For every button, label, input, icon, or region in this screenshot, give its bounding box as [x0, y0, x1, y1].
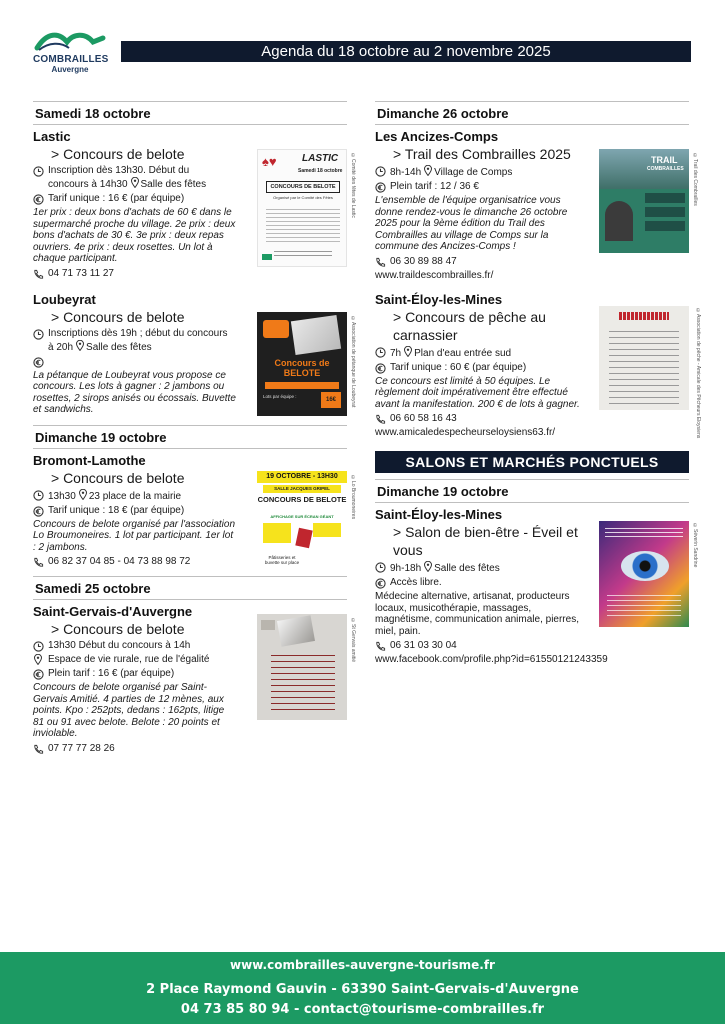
event-title: > Concours de belote: [51, 621, 185, 637]
event-title: > Trail des Combrailles 2025: [393, 146, 571, 162]
event-phone: 06 82 37 04 85 - 04 73 88 98 72: [48, 556, 191, 567]
event-location: Salle des fêtes: [86, 341, 152, 353]
event-poster: [257, 312, 347, 416]
event-time: 13h30 Début du concours à 14h: [48, 640, 191, 651]
logo: [33, 28, 107, 76]
event-description: Concours de belote organisé par Saint-Gervais Amitié. 4 parties de 12 mènes, aux points. Kpo : 252pts, dedans : 162pts, litige 81 ou 91 avec belote. Belote : 20 points et inviolable.: [33, 682, 225, 739]
event-time: Inscriptions dès 19h ; début du concours: [48, 327, 228, 339]
poster-footer: Pâtisseries et buvette sur place: [264, 554, 300, 565]
phone-icon: [375, 414, 386, 425]
poster-org: Organisé par le Comité des Fêtes: [273, 195, 333, 200]
playing-cards-icon: [295, 527, 312, 548]
event-lastic: [33, 129, 356, 288]
euro-icon: [33, 194, 44, 205]
location-pin-icon: [76, 340, 84, 351]
clock-icon: [375, 562, 386, 573]
poster-title: LASTIC: [302, 153, 339, 164]
poster-info-box: [313, 523, 341, 537]
event-poster: [599, 306, 689, 410]
euro-icon: [375, 578, 386, 589]
event-time-cont: concours à 14h30: [48, 179, 128, 190]
location-pin-icon: [404, 346, 412, 357]
euro-icon: [33, 506, 44, 517]
event-title: > Salon de bien-être - Éveil et vous: [393, 524, 578, 558]
event-poster: [599, 521, 689, 627]
playing-cards-icon: [291, 314, 341, 354]
event-title: > Concours de belote: [51, 469, 185, 486]
footer: [0, 952, 725, 1024]
event-loubeyrat: [33, 291, 356, 425]
card-suits-icon: ♠♥: [262, 154, 277, 169]
event-location: Village de Comps: [434, 167, 513, 178]
event-time-cont: à 20h: [48, 341, 74, 353]
event-time: Inscription dès 13h30. Début du: [48, 165, 190, 176]
event-location: Salle des fêtes: [140, 179, 207, 190]
location-pin-icon: [424, 165, 432, 176]
event-location: Plan d'eau entrée sud: [414, 347, 512, 359]
euro-icon: [33, 357, 44, 368]
poster-distance-block: [645, 193, 685, 203]
event-place: Saint-Gervais-d'Auvergne: [33, 604, 193, 619]
event-saint-gervais: [33, 604, 356, 763]
footer-contact[interactable]: 04 73 85 80 94 - contact@tourisme-combrailles.fr: [180, 1002, 545, 1017]
event-trail: [375, 129, 698, 288]
logo-mark-icon: [33, 28, 107, 54]
event-place: Les Ancizes-Comps: [375, 129, 499, 144]
event-description: Médecine alternative, artisanat, producteurs locaux, musicothérapie, massages, magnétisme, communication animale, pierres, miel, pain.: [375, 591, 579, 637]
logo-subtitle: Auvergne: [51, 65, 89, 74]
location-pin-icon: [424, 561, 432, 572]
clock-icon: [33, 490, 44, 501]
event-poster: [257, 614, 347, 720]
event-website-link[interactable]: www.amicaledespecheurseloysiens63.fr/: [375, 427, 556, 438]
event-price: Plein tarif : 12 / 36 €: [390, 181, 479, 192]
event-place: Saint-Éloy-les-Mines: [375, 507, 503, 522]
event-place: Loubeyrat: [33, 291, 96, 307]
section-title: SALONS ET MARCHÉS PONCTUELS: [375, 451, 689, 473]
poster-price: 16€: [321, 392, 341, 408]
poster-date: Samedi 18 octobre: [298, 168, 343, 174]
clock-icon: [375, 347, 386, 358]
left-column: [33, 101, 356, 763]
poster-distance-block: [645, 207, 685, 217]
day-heading: Dimanche 19 octobre: [375, 479, 689, 503]
phone-icon: [33, 269, 44, 280]
event-description: La pétanque de Loubeyrat vous propose ce concours. Les lots à gagner : 2 jambons ou rosettes, 2 sirops anisés ou écossais. Buvette et sandwichs.: [33, 369, 236, 415]
logo-name: COMBRAILLES: [33, 54, 109, 65]
location-pin-icon: [79, 489, 87, 500]
euro-icon: [375, 182, 386, 193]
event-price: Accès libre.: [390, 577, 442, 588]
photo-credit: ©Lo Broumoneires: [350, 474, 356, 519]
event-poster: [257, 471, 347, 571]
poster-heading-lines: [619, 312, 669, 320]
poster-green-mark: [262, 254, 272, 260]
poster-orange-tag: [263, 320, 289, 338]
poster-heading-lines: [605, 525, 683, 539]
poster-text-lines: [609, 326, 679, 404]
event-location: Espace de vie rurale, rue de l'égalité: [48, 654, 210, 665]
runner-icon: [605, 201, 633, 241]
event-phone: 06 31 03 30 04: [390, 640, 457, 651]
event-time: 9h-18h: [390, 563, 422, 574]
day-heading: Dimanche 26 octobre: [375, 101, 689, 125]
event-phone: 04 71 73 11 27: [48, 267, 114, 279]
event-phone: 06 30 89 88 47: [390, 255, 457, 267]
event-location: Salle des fêtes: [434, 563, 500, 574]
photo-credit: ©Association de pêche - Amicale des Pêcheurs Eloysiens: [695, 307, 701, 438]
playing-cards-icon: [277, 615, 315, 647]
event-phone: 07 77 77 28 26: [48, 742, 115, 754]
event-description: L'ensemble de l'équipe organisatrice vous donne rendez-vous le dimanche 26 octobre 2025 pour la 9ème édition du Trail des Combrailles au village de Comps sur la commune des Ancizes-Comps !: [375, 195, 568, 252]
event-time: 13h30: [48, 490, 76, 502]
day-heading: Samedi 18 octobre: [33, 101, 347, 125]
poster-title: Concours de BELOTE: [274, 357, 330, 378]
day-heading: Samedi 25 octobre: [33, 576, 347, 600]
event-price: Tarif unique : 16 € (par équipe): [48, 193, 185, 204]
footer-address: 2 Place Raymond Gauvin - 63390 Saint-Gervais-d'Auvergne: [146, 982, 579, 997]
event-location: 23 place de la mairie: [88, 490, 182, 502]
day-heading: Dimanche 19 octobre: [33, 425, 347, 449]
poster-title: TRAIL: [651, 155, 678, 165]
event-price: Tarif unique : 18 € (par équipe): [48, 504, 185, 516]
event-title: > Concours de pêche au carnassier: [393, 308, 546, 343]
footer-website[interactable]: www.combrailles-auvergne-tourisme.fr: [230, 958, 495, 972]
poster-footer-lines: [274, 248, 332, 258]
event-peche: [375, 291, 701, 446]
photo-credit: ©Comité des fêtes de Lastic: [350, 153, 356, 218]
euro-icon: [33, 669, 44, 680]
poster-lots: Lots par équipe :: [263, 393, 297, 399]
poster-screen-note: AFFICHAGE SUR ÉCRAN GÉANT: [270, 513, 334, 519]
poster-text-lines: [607, 591, 681, 619]
photo-credit: ©St Gervais amitié: [350, 618, 356, 663]
event-price: Plein tarif : 16 € (par équipe): [48, 668, 175, 679]
event-price: Tarif unique : 60 € (par équipe): [390, 361, 527, 373]
event-place: Saint-Éloy-les-Mines: [375, 291, 503, 307]
eye-icon: [621, 551, 669, 581]
euro-icon: [375, 363, 386, 374]
poster-distance-block: [645, 221, 685, 231]
poster-info-box: [263, 523, 291, 543]
phone-icon: [33, 744, 44, 755]
poster-subtitle: COMBRAILLES: [647, 166, 684, 172]
photo-credit: ©Association de pétanque de Loubeyrat: [350, 315, 356, 407]
event-description: 1er prix : deux bons d'achats de 60 € dans le supermarché proche du village. 2e prix : deux bons d'achats de 30 €. 3e prix : deux repas ouvriers. 4e prix : deux rosettes. Un lot à chaque participant.: [33, 207, 236, 264]
event-place: Lastic: [33, 129, 71, 144]
event-website-link[interactable]: www.traildescombrailles.fr/: [375, 269, 494, 281]
event-salon-bien-etre: [375, 507, 698, 672]
poster-hall: SALLE JACQUES GRIPEL: [263, 485, 341, 493]
poster-date-band: [265, 382, 339, 389]
right-column: [375, 101, 701, 672]
location-pin-icon: [34, 654, 42, 665]
poster-heading: CONCOURS DE BELOTE: [257, 494, 347, 504]
event-poster: [599, 149, 689, 253]
poster-heading: CONCOURS DE BELOTE: [266, 181, 340, 193]
poster-text-lines: [266, 206, 340, 242]
event-phone: 06 60 58 16 43: [390, 413, 457, 424]
phone-icon: [375, 257, 386, 268]
phone-icon: [375, 641, 386, 652]
event-description: Concours de belote organisé par l'association Lo Broumoneires. 1 lot par participant. 1er lot : 2 jambons.: [33, 518, 236, 553]
event-bromont-lamothe: [33, 452, 356, 577]
poster-corner-text: [261, 620, 275, 630]
event-time: 8h-14h: [390, 167, 422, 178]
location-pin-icon: [131, 177, 139, 188]
event-description: Ce concours est limité à 50 équipes. Le règlement doit impérativement être effectué avant la manifestation. 200 € de lots à gagner.: [375, 375, 580, 410]
phone-icon: [33, 557, 44, 568]
photo-credit: ©Trail des Combrailles: [692, 153, 698, 206]
page-title: Agenda du 18 octobre au 2 novembre 2025: [121, 41, 691, 62]
event-website-link[interactable]: www.facebook.com/profile.php?id=61550121243359: [375, 654, 608, 665]
photo-credit: ©Séverin Sandrine: [692, 523, 698, 568]
event-title: > Concours de belote: [51, 308, 185, 325]
event-poster: [257, 149, 347, 267]
event-title: > Concours de belote: [51, 146, 185, 162]
poster-date-band: 19 OCTOBRE - 13H30: [257, 471, 347, 483]
clock-icon: [375, 166, 386, 177]
event-place: Bromont-Lamothe: [33, 452, 146, 468]
event-time: 7h: [390, 347, 402, 359]
clock-icon: [33, 641, 44, 652]
clock-icon: [33, 166, 44, 177]
poster-handwriting: [271, 650, 335, 712]
clock-icon: [33, 329, 44, 340]
